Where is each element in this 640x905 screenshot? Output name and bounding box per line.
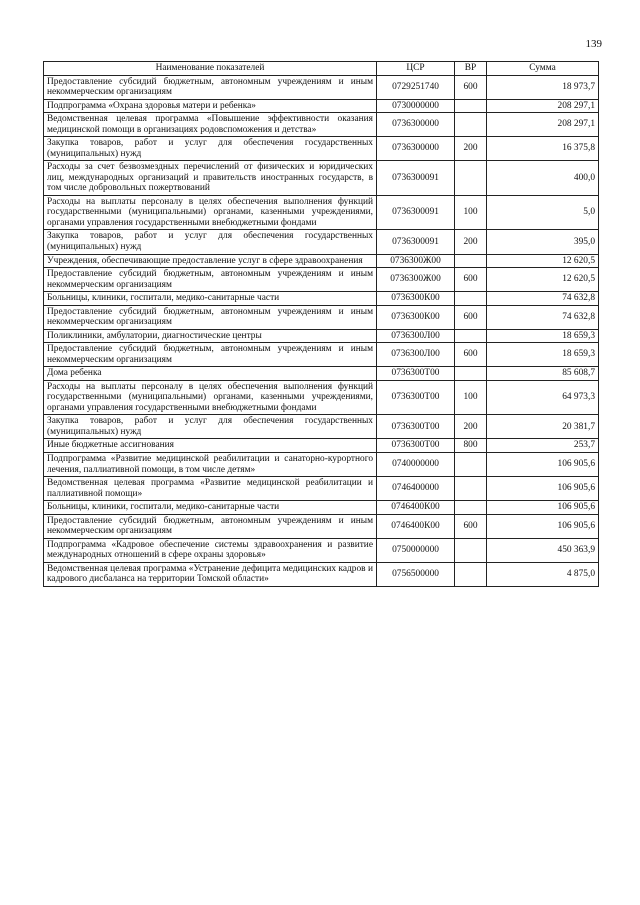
row-csr-cell: 0756500000 xyxy=(377,562,455,586)
row-name-cell: Предоставление субсидий бюджетным, автономным учреждениям и иным некоммерческим организациям xyxy=(44,514,377,538)
row-name-cell: Дома ребенка xyxy=(44,367,377,381)
header-sum: Сумма xyxy=(487,62,599,76)
row-csr-cell: 0736300091 xyxy=(377,161,455,196)
row-vr-cell xyxy=(455,562,487,586)
table-row xyxy=(44,292,599,306)
row-csr-cell: 0736300000 xyxy=(377,137,455,161)
row-csr-cell: 0750000000 xyxy=(377,538,455,562)
table-row xyxy=(44,562,599,586)
row-csr-cell: 0736300Т00 xyxy=(377,415,455,439)
row-name-cell: Ведомственная целевая программа «Развитие медицинской реабилитации и паллиативной помощи» xyxy=(44,477,377,501)
table-row xyxy=(44,439,599,453)
table-row xyxy=(44,137,599,161)
table-row xyxy=(44,161,599,196)
row-vr-cell: 600 xyxy=(455,514,487,538)
budget-table xyxy=(43,61,599,587)
table-row xyxy=(44,329,599,343)
row-vr-cell: 600 xyxy=(455,75,487,99)
table-row xyxy=(44,230,599,254)
row-sum-cell: 5,0 xyxy=(487,195,599,230)
row-vr-cell xyxy=(455,292,487,306)
row-sum-cell: 74 632,8 xyxy=(487,305,599,329)
row-csr-cell: 0736300Т00 xyxy=(377,439,455,453)
header-vr: ВР xyxy=(455,62,487,76)
row-sum-cell: 18 659,3 xyxy=(487,343,599,367)
row-name-cell: Больницы, клиники, госпитали, медико-санитарные части xyxy=(44,501,377,515)
row-csr-cell: 0736300091 xyxy=(377,230,455,254)
row-vr-cell: 600 xyxy=(455,305,487,329)
row-vr-cell: 600 xyxy=(455,268,487,292)
row-name-cell: Ведомственная целевая программа «Устранение дефицита медицинских кадров и кадрового дисбаланса на территории Томской области» xyxy=(44,562,377,586)
row-csr-cell: 0746400К00 xyxy=(377,514,455,538)
row-csr-cell: 0736300Л00 xyxy=(377,329,455,343)
row-name-cell: Учреждения, обеспечивающие предоставление услуг в сфере здравоохранения xyxy=(44,254,377,268)
row-csr-cell: 0736300Ж00 xyxy=(377,268,455,292)
row-name-cell: Поликлиники, амбулатории, диагностические центры xyxy=(44,329,377,343)
table-row xyxy=(44,477,599,501)
row-vr-cell: 200 xyxy=(455,137,487,161)
row-csr-cell: 0736300К00 xyxy=(377,305,455,329)
row-csr-cell: 0736300091 xyxy=(377,195,455,230)
row-sum-cell: 18 973,7 xyxy=(487,75,599,99)
table-row xyxy=(44,305,599,329)
row-vr-cell: 100 xyxy=(455,380,487,415)
row-name-cell: Подпрограмма «Кадровое обеспечение системы здравоохранения и развитие международных отношений в сфере охраны здоровья» xyxy=(44,538,377,562)
row-sum-cell: 253,7 xyxy=(487,439,599,453)
row-vr-cell xyxy=(455,329,487,343)
row-sum-cell: 85 608,7 xyxy=(487,367,599,381)
table-row xyxy=(44,75,599,99)
row-csr-cell: 0746400К00 xyxy=(377,501,455,515)
row-sum-cell: 12 620,5 xyxy=(487,268,599,292)
row-sum-cell: 4 875,0 xyxy=(487,562,599,586)
row-csr-cell: 0736300000 xyxy=(377,113,455,137)
row-csr-cell: 0736300Т00 xyxy=(377,380,455,415)
table-row xyxy=(44,453,599,477)
row-vr-cell xyxy=(455,367,487,381)
row-vr-cell xyxy=(455,161,487,196)
row-csr-cell: 0736300Т00 xyxy=(377,367,455,381)
row-vr-cell: 100 xyxy=(455,195,487,230)
row-vr-cell xyxy=(455,453,487,477)
row-sum-cell: 64 973,3 xyxy=(487,380,599,415)
row-sum-cell: 106 905,6 xyxy=(487,514,599,538)
row-sum-cell: 208 297,1 xyxy=(487,113,599,137)
row-vr-cell xyxy=(455,538,487,562)
row-name-cell: Предоставление субсидий бюджетным, автономным учреждениям и иным некоммерческим организациям xyxy=(44,305,377,329)
row-vr-cell xyxy=(455,254,487,268)
row-name-cell: Расходы на выплаты персоналу в целях обеспечения выполнения функций государственными (муниципальными) органами, казенными учреждениями, органами управления государственными внебюджетными фондами xyxy=(44,380,377,415)
row-sum-cell: 18 659,3 xyxy=(487,329,599,343)
row-vr-cell xyxy=(455,501,487,515)
table-row xyxy=(44,99,599,113)
row-name-cell: Ведомственная целевая программа «Повышение эффективности оказания медицинской помощи в организациях родовспоможения и детства» xyxy=(44,113,377,137)
row-name-cell: Предоставление субсидий бюджетным, автономным учреждениям и иным некоммерческим организациям xyxy=(44,268,377,292)
row-sum-cell: 106 905,6 xyxy=(487,453,599,477)
row-vr-cell: 600 xyxy=(455,343,487,367)
row-vr-cell xyxy=(455,113,487,137)
row-name-cell: Предоставление субсидий бюджетным, автономным учреждениям и иным некоммерческим организациям xyxy=(44,75,377,99)
row-sum-cell: 16 375,8 xyxy=(487,137,599,161)
row-name-cell: Иные бюджетные ассигнования xyxy=(44,439,377,453)
row-sum-cell: 20 381,7 xyxy=(487,415,599,439)
page-number: 139 xyxy=(585,38,602,50)
row-csr-cell: 0740000000 xyxy=(377,453,455,477)
row-sum-cell: 106 905,6 xyxy=(487,477,599,501)
table-body xyxy=(44,75,599,586)
row-name-cell: Закупка товаров, работ и услуг для обеспечения государственных (муниципальных) нужд xyxy=(44,230,377,254)
row-vr-cell: 200 xyxy=(455,230,487,254)
row-name-cell: Расходы на выплаты персоналу в целях обеспечения выполнения функций государственными (муниципальными) органами, казенными учреждениями, органами управления государственными внебюджетными фондами xyxy=(44,195,377,230)
row-name-cell: Расходы за счет безвозмездных перечислений от физических и юридических лиц, международных организаций и правительств иностранных государств, в том числе добровольных пожертвований xyxy=(44,161,377,196)
row-vr-cell xyxy=(455,477,487,501)
row-sum-cell: 400,0 xyxy=(487,161,599,196)
table-row xyxy=(44,380,599,415)
table-header-row xyxy=(44,62,599,76)
row-sum-cell: 74 632,8 xyxy=(487,292,599,306)
row-name-cell: Подпрограмма «Развитие медицинской реабилитации и санаторно-курортного лечения, паллиативной помощи, в том числе детям» xyxy=(44,453,377,477)
row-csr-cell: 0729251740 xyxy=(377,75,455,99)
row-name-cell: Подпрограмма «Охрана здоровья матери и ребенка» xyxy=(44,99,377,113)
row-sum-cell: 106 905,6 xyxy=(487,501,599,515)
header-name: Наименование показателей xyxy=(44,62,377,76)
table-row xyxy=(44,415,599,439)
row-name-cell: Закупка товаров, работ и услуг для обеспечения государственных (муниципальных) нужд xyxy=(44,415,377,439)
table-row xyxy=(44,514,599,538)
table-row xyxy=(44,343,599,367)
row-sum-cell: 450 363,9 xyxy=(487,538,599,562)
row-sum-cell: 208 297,1 xyxy=(487,99,599,113)
table-row xyxy=(44,268,599,292)
row-csr-cell: 0746400000 xyxy=(377,477,455,501)
header-csr: ЦСР xyxy=(377,62,455,76)
row-name-cell: Закупка товаров, работ и услуг для обеспечения государственных (муниципальных) нужд xyxy=(44,137,377,161)
table-row xyxy=(44,113,599,137)
table-row xyxy=(44,501,599,515)
row-csr-cell: 0736300Ж00 xyxy=(377,254,455,268)
row-sum-cell: 12 620,5 xyxy=(487,254,599,268)
table-row xyxy=(44,538,599,562)
row-csr-cell: 0736300К00 xyxy=(377,292,455,306)
row-vr-cell: 800 xyxy=(455,439,487,453)
row-vr-cell xyxy=(455,99,487,113)
table-row xyxy=(44,254,599,268)
row-csr-cell: 0736300Л00 xyxy=(377,343,455,367)
row-name-cell: Больницы, клиники, госпитали, медико-санитарные части xyxy=(44,292,377,306)
row-sum-cell: 395,0 xyxy=(487,230,599,254)
table-row xyxy=(44,195,599,230)
row-csr-cell: 0730000000 xyxy=(377,99,455,113)
table-row xyxy=(44,367,599,381)
row-name-cell: Предоставление субсидий бюджетным, автономным учреждениям и иным некоммерческим организациям xyxy=(44,343,377,367)
row-vr-cell: 200 xyxy=(455,415,487,439)
